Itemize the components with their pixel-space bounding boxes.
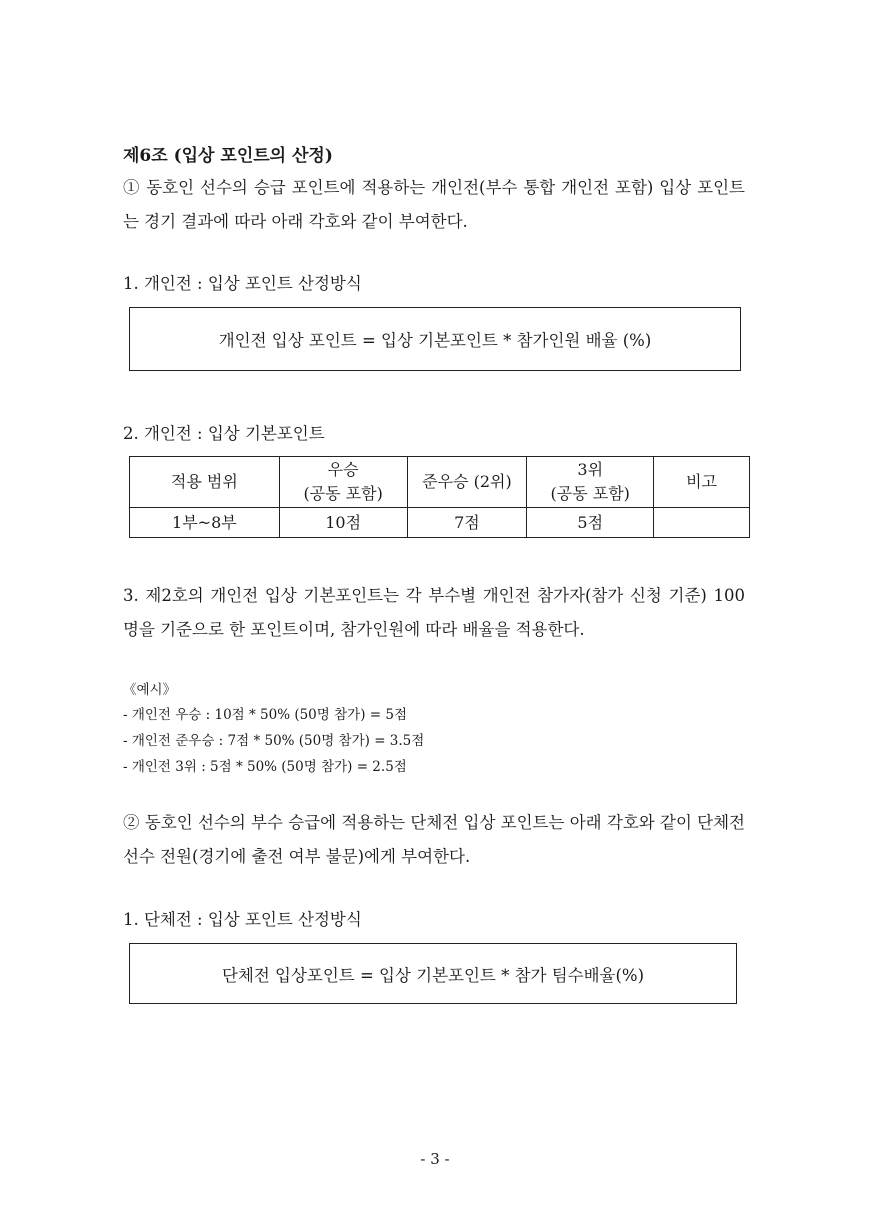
formula-individual: 개인전 입상 포인트 = 입상 기본포인트 * 참가인원 배율 (%) xyxy=(218,331,652,350)
table-row xyxy=(130,508,750,538)
header-scope: 적용 범위 xyxy=(130,457,280,508)
table-header-row xyxy=(130,457,750,508)
header-third: 3위 (공동 포함) xyxy=(527,457,654,508)
example-line-1: - 개인전 우승 : 10점 * 50% (50명 참가) = 5점 xyxy=(123,707,407,723)
formula-box-team xyxy=(129,943,737,1004)
cell-runner-up: 7점 xyxy=(407,508,527,538)
example-line-3: - 개인전 3위 : 5점 * 50% (50명 참가) = 2.5점 xyxy=(123,759,407,775)
header-remarks: 비고 xyxy=(654,457,750,508)
page-number: - 3 - xyxy=(420,1150,450,1168)
cell-third: 5점 xyxy=(527,508,654,538)
item-2-title: 2. 개인전 : 입상 기본포인트 xyxy=(123,424,325,443)
header-runner-up: 준우승 (2위) xyxy=(407,457,527,508)
cell-winner: 10점 xyxy=(279,508,407,538)
base-points-table xyxy=(129,456,750,538)
item-3: 3. 제2호의 개인전 입상 기본포인트는 각 부수별 개인전 참가자(참가 신청 기준) 100명을 기준으로 한 포인트이며, 참가인원에 따라 배율을 적용한다. xyxy=(123,586,745,639)
team-item-1-title: 1. 단체전 : 입상 포인트 산정방식 xyxy=(123,910,362,929)
example-label: 《예시》 xyxy=(123,682,177,698)
article-title: 제6조 (입상 포인트의 산정) xyxy=(123,146,333,166)
header-winner: 우승 (공동 포함) xyxy=(279,457,407,508)
formula-box-individual xyxy=(129,307,741,371)
item-1-title: 1. 개인전 : 입상 포인트 산정방식 xyxy=(123,274,362,293)
paragraph-2: ② 동호인 선수의 부수 승급에 적용하는 단체전 입상 포인트는 아래 각호와 같이 단체전 선수 전원(경기에 출전 여부 불문)에게 부여한다. xyxy=(123,813,745,866)
paragraph-1: ① 동호인 선수의 승급 포인트에 적용하는 개인전(부수 통합 개인전 포함) 입상 포인트는 경기 결과에 따라 아래 각호와 같이 부여한다. xyxy=(123,178,745,231)
cell-scope: 1부~8부 xyxy=(130,508,280,538)
formula-team: 단체전 입상포인트 = 입상 기본포인트 * 참가 팀수배율(%) xyxy=(221,965,645,985)
cell-remarks xyxy=(654,508,750,538)
example-line-2: - 개인전 준우승 : 7점 * 50% (50명 참가) = 3.5점 xyxy=(123,733,425,749)
